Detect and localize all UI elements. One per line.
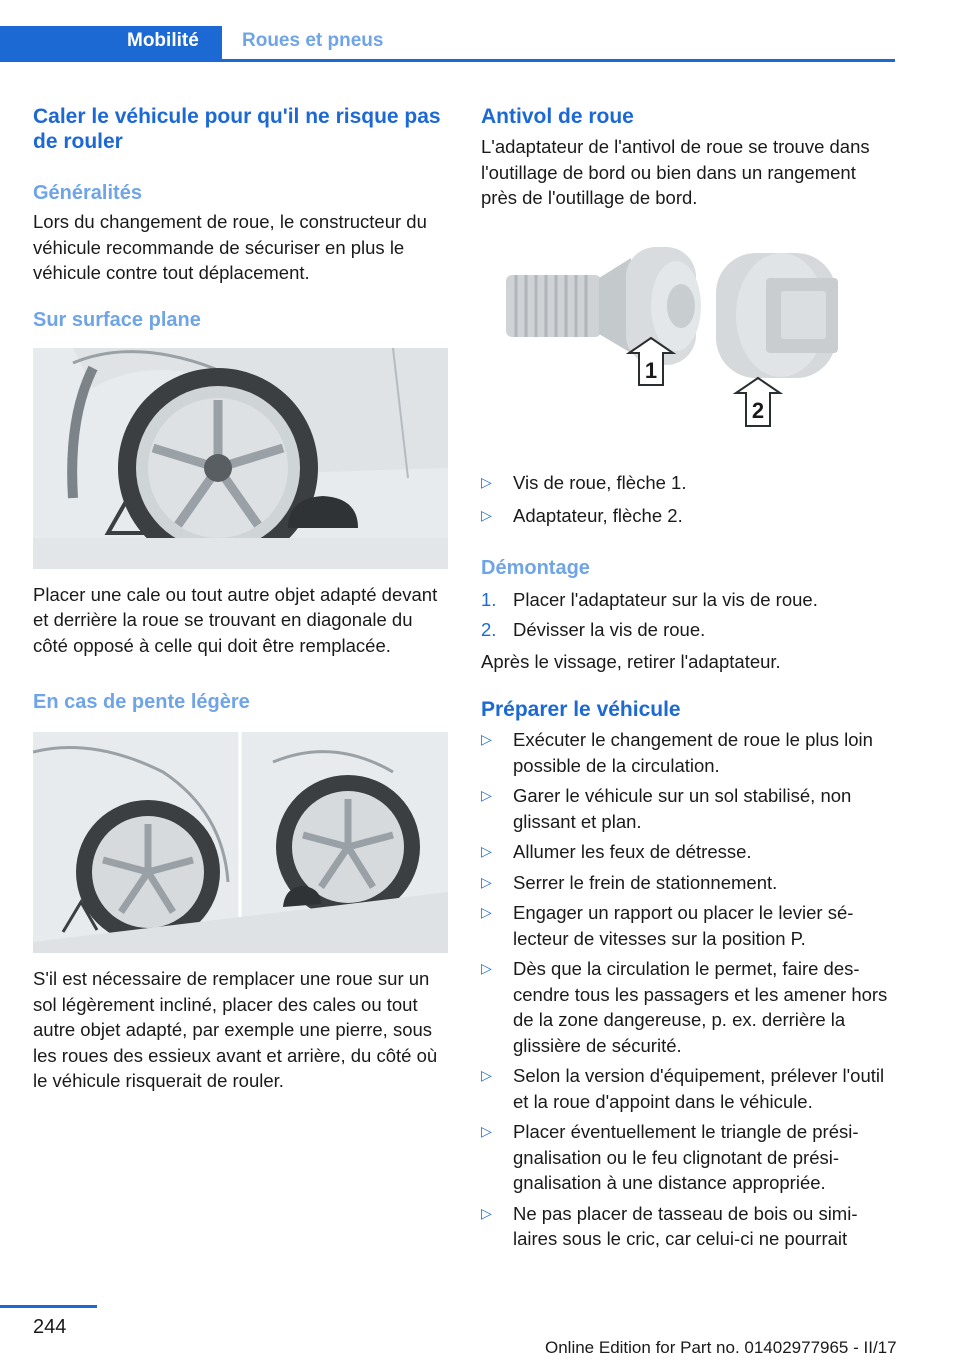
step-number: 2.: [481, 619, 497, 640]
footer-rule: [0, 1305, 97, 1308]
paragraph-generalites: Lors du changement de roue, le constructeur du véhicule recommande de sécuriser en plus le véhicule contre tout déplacement.: [33, 211, 427, 283]
prep-list: [481, 727, 895, 1252]
heading-surface-plane: Sur surface plane: [33, 308, 201, 331]
bullet-triangle-icon: ▷: [481, 843, 492, 859]
paragraph-slope: S'il est nécessaire de remplacer une roue sur un sol légèrement incliné, placer des cales ou tout autre objet adapté, par exemple une pierre, sous les roues des essieux avant et arrière, du côté où le véhicule risquerait de rouler.: [33, 968, 438, 1091]
heading-pente-legere: En cas de pente légère: [33, 691, 250, 713]
list-item: ▷ Exécuter le changement de roue le plus loin possible de la circulation.: [481, 729, 873, 776]
step-number: 1.: [481, 588, 497, 610]
list-item: 2. Dévisser la vis de roue.: [481, 617, 895, 643]
left-column: [33, 100, 448, 1094]
page-number: 244: [33, 1316, 67, 1338]
section-title: Caler le véhicule pour qu'il ne risque pas de rouler: [33, 105, 441, 153]
paragraph-after-vissage: Après le vissage, retirer l'adaptateur.: [481, 650, 781, 672]
bullet-triangle-icon: ▷: [481, 904, 492, 920]
heading-antivol: Antivol de roue: [481, 105, 634, 128]
heading-preparer: Préparer le véhicule: [481, 698, 681, 721]
list-item: ▷ Garer le véhicule sur un sol stabilisé, non glissant et plan.: [481, 785, 852, 832]
bullet-triangle-icon: ▷: [481, 787, 492, 803]
list-item: ▷ Adaptateur, flèche 2.: [481, 503, 895, 529]
list-item: ▷ Dès que la circulation le permet, faire descendre tous les passagers et les amener hors de la zone dangereuse, p. ex. derrière la glissière de sécurité.: [481, 958, 888, 1056]
paragraph-flat-surface: Placer une cale ou tout autre objet adapté devant et derrière la roue se trouvant en diagonale du côté opposé à celle qui doit être remplacée.: [33, 583, 438, 656]
chapter-tab-roues-et-pneus: Roues et pneus: [242, 30, 384, 51]
bullet-triangle-icon: ▷: [481, 873, 492, 890]
section-tab-mobilite: Mobilité: [0, 26, 222, 62]
callout-label-2: 2: [751, 397, 765, 423]
bullet-triangle-icon: ▷: [481, 1204, 492, 1221]
edition-note: Online Edition for Part no. 01402977965 - II/17: [545, 1338, 897, 1357]
figure-wheel-lock: [481, 233, 895, 465]
wheel-lock-list: [481, 470, 895, 529]
demontage-steps: [481, 587, 895, 643]
list-item: ▷ Placer éventuellement le triangle de présignalisation ou le feu clignotant de présignalisation à une distance appropriée.: [481, 1121, 859, 1193]
bullet-triangle-icon: ▷: [481, 1067, 492, 1083]
callout-label-1: 1: [644, 357, 658, 383]
figure-slope: [33, 732, 448, 953]
list-item: ▷ Vis de roue, flèche 1.: [481, 470, 895, 496]
bullet-triangle-icon: ▷: [481, 507, 492, 523]
heading-generalites: Généralités: [33, 182, 142, 204]
right-column: [481, 100, 895, 1252]
bullet-triangle-icon: ▷: [481, 1123, 492, 1139]
bullet-triangle-icon: ▷: [481, 731, 492, 747]
page-header: [0, 26, 895, 62]
list-item: 1. Placer l'adaptateur sur la vis de roue.: [481, 587, 895, 613]
bullet-triangle-icon: ▷: [481, 960, 492, 976]
heading-demontage: Démontage: [481, 556, 590, 579]
list-item: ▷ Ne pas placer de tasseau de bois ou similaires sous le cric, car celui-ci ne pourrait: [481, 1202, 858, 1249]
paragraph-antivol: L'adaptateur de l'antivol de roue se trouve dans l'outillage de bord ou bien dans un rangement près de l'outillage de bord.: [481, 136, 870, 208]
list-item: ▷ Serrer le frein de stationnement.: [481, 870, 895, 896]
figure-flat-surface: [33, 348, 448, 569]
wheel-bolt-adapter-illustration: [481, 233, 895, 465]
car-wheels-slope-illustration: [33, 732, 448, 953]
list-item: ▷ Selon la version d'équipement, prélever l'outil et la roue d'appoint dans le véhicule.: [481, 1065, 885, 1112]
list-item: ▷ Allumer les feux de détresse.: [481, 839, 895, 865]
list-item: ▷ Engager un rapport ou placer le levier sélecteur de vitesses sur la position P.: [481, 902, 854, 949]
car-wheel-flat-illustration: [33, 348, 448, 569]
bullet-triangle-icon: ▷: [481, 473, 492, 490]
